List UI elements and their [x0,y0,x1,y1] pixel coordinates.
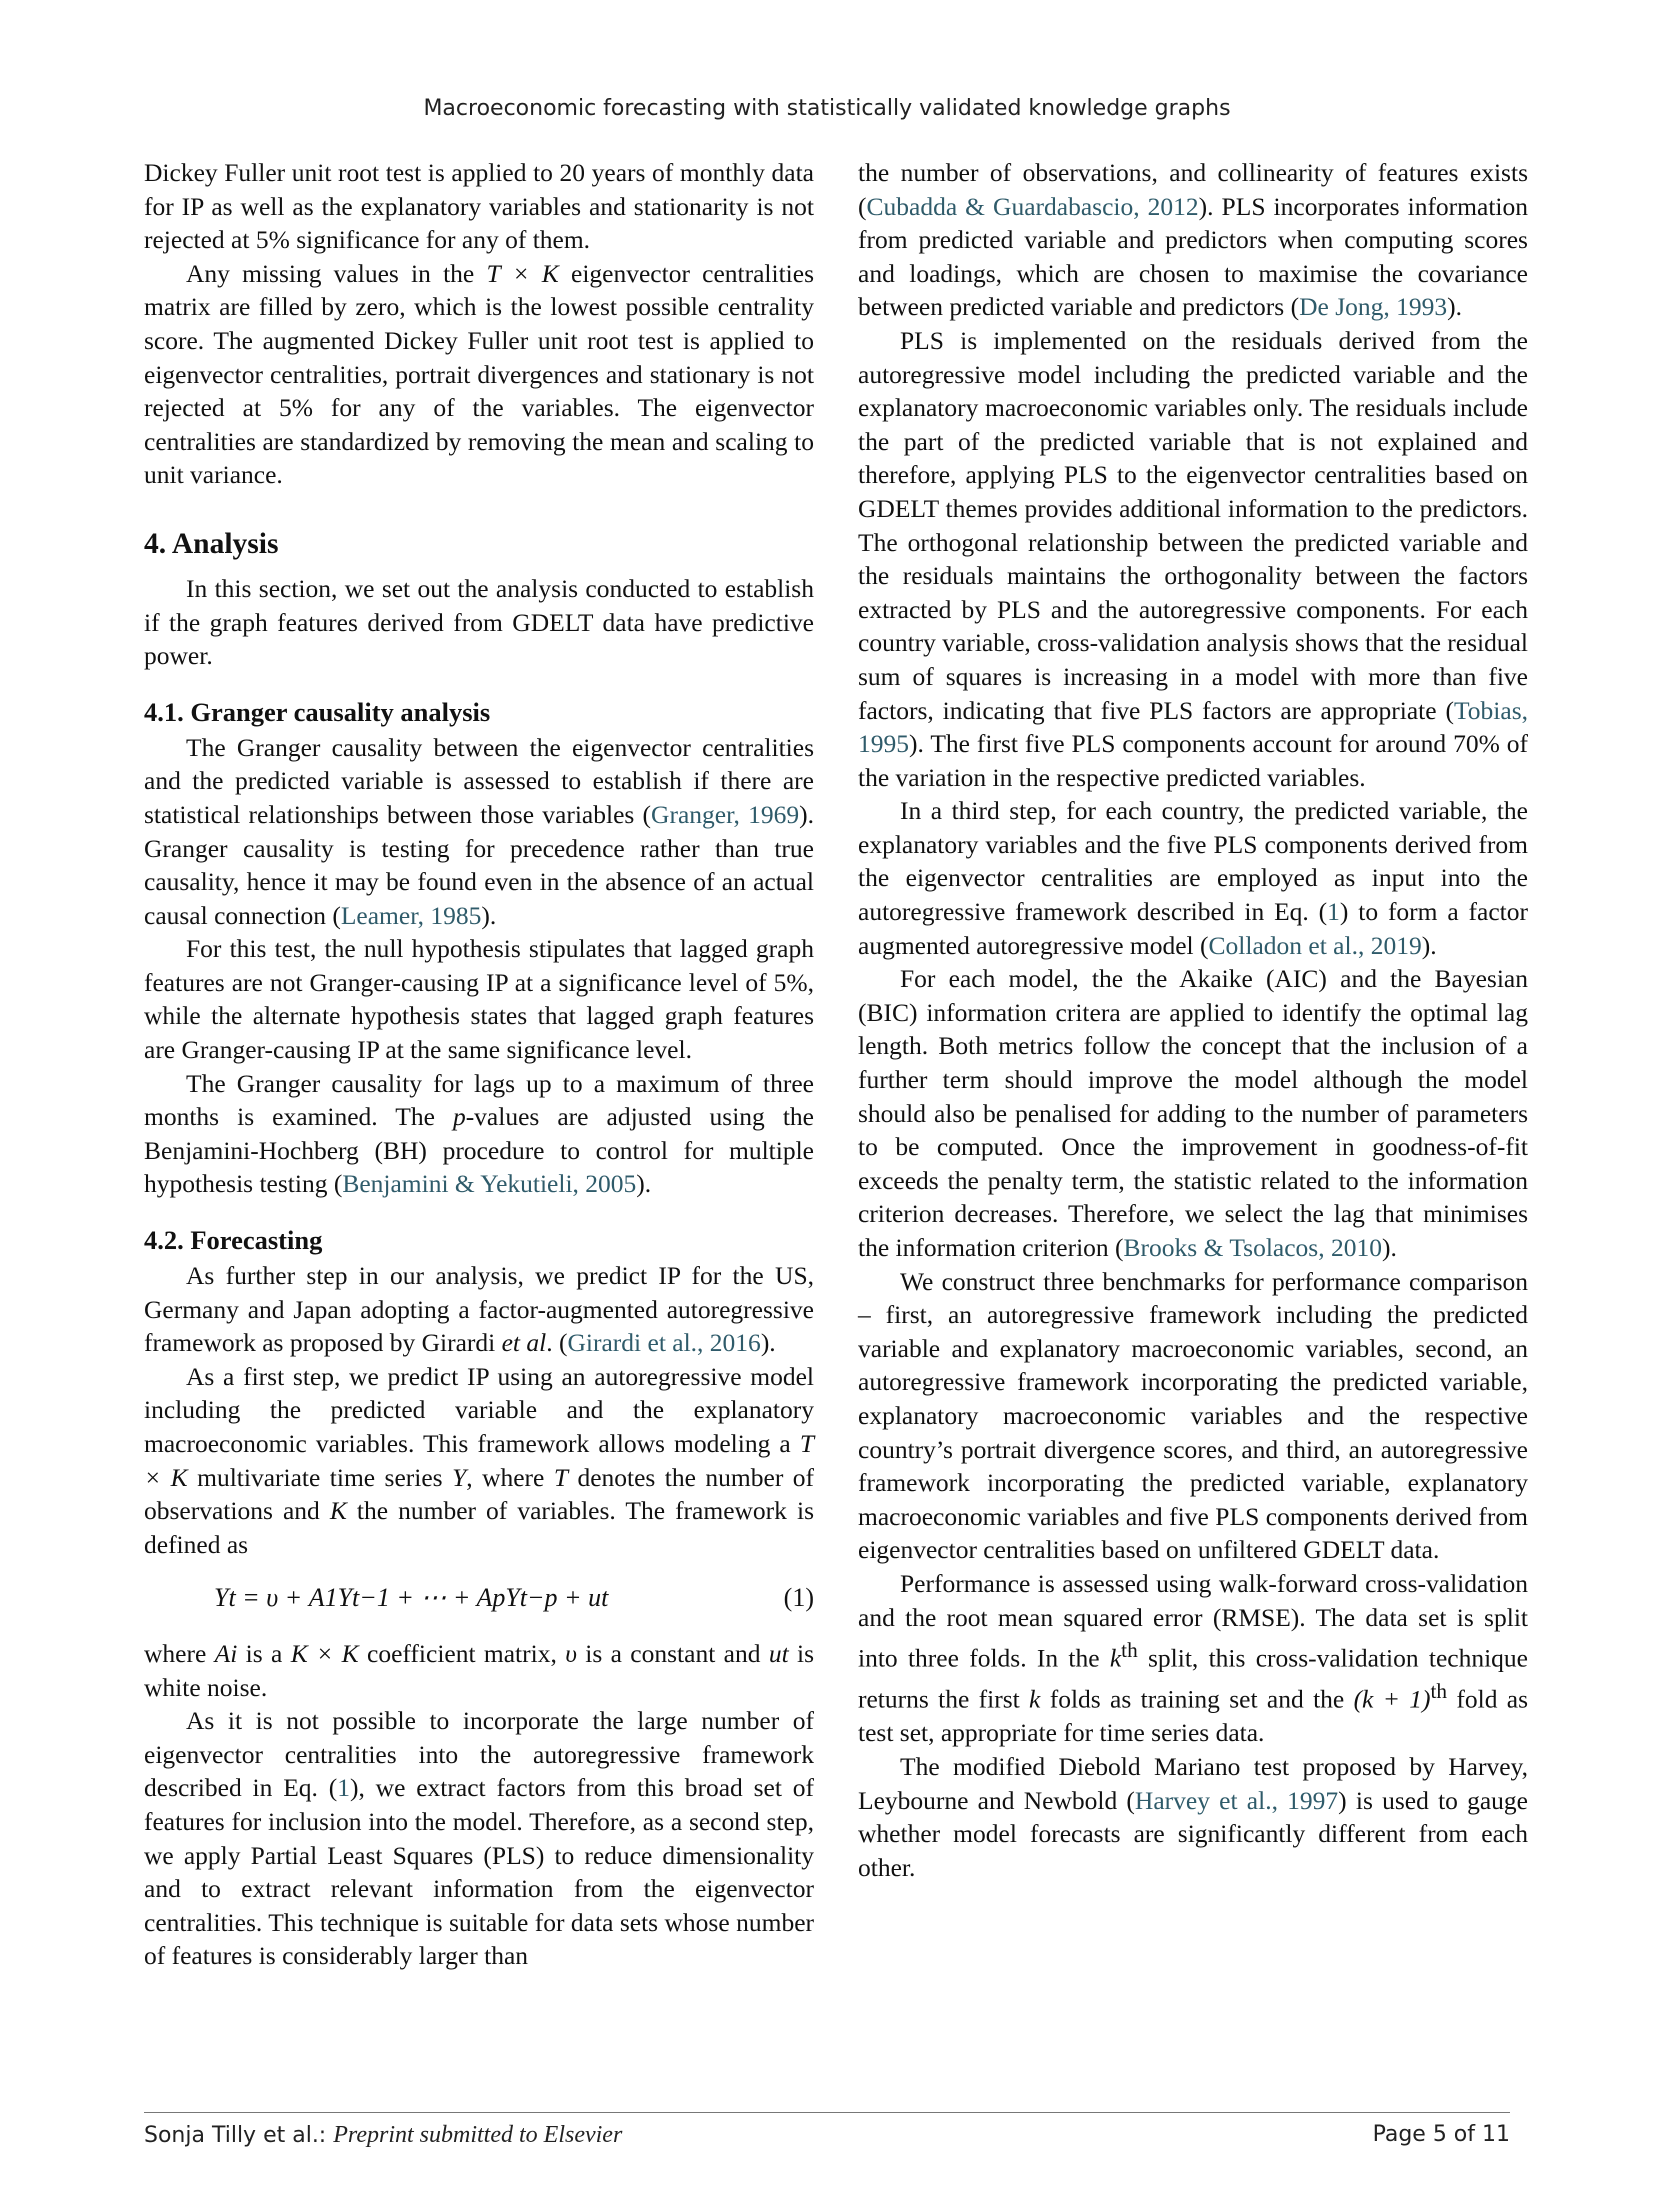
right-column [858,156,1528,1884]
paragraph: the number of observations, and collinearity of features exists (Cubadda & Guardabascio, 2012). PLS incorporates information from predicted variable and predictors when computing scores and loadings, which are chosen to maximise the covariance between predicted variable and predictors (De Jong, 1993). [858,158,1528,322]
paragraph: where Ai is a K × K coefficient matrix, υ is a constant and ut is white noise. [144,1638,815,1702]
citation-link[interactable]: Colladon et al., 2019 [1208,930,1422,960]
citation-link[interactable]: Cubadda & Guardabascio, 2012 [866,191,1199,221]
citation-link[interactable]: Girardi et al., 2016 [567,1328,761,1358]
footer-divider [144,2112,1510,2113]
paragraph: As it is not possible to incorporate the large number of eigenvector centralities into the autoregressive framework described in Eq. (1), we extract factors from this broad set of features for inclusion into the model. Therefore, as a second step, we apply Partial Least Squares (PLS) to reduce dimensionality and to extract relevant information from the eigenvector centralities. This technique is suitable for data sets whose number of features is considerably larger than [144,1706,815,1971]
paragraph: As a first step, we predict IP using an autoregressive model including the predicted variable and the explanatory macroeconomic variables. This framework allows modeling a T × K multivariate time series Y, where T denotes the number of observations and K the number of variables. The framework is defined as [144,1361,815,1559]
citation-link[interactable]: Benjamini & Yekutieli, 2005 [342,1169,637,1199]
paragraph: In a third step, for each country, the predicted variable, the explanatory variables and the five PLS components derived from the eigenvector centralities are employed as input into the autoregressive framework described in Eq. (1) to form a factor augmented autoregressive model (Colladon et al., 2019). [858,796,1528,960]
paragraph: Performance is assessed using walk-forward cross-validation and the root mean squared error (RMSE). The data set is split into three folds. In the $k^{th}$ split, this cross-validation technique returns the first k folds as training set and the $(k + 1)^{th}$ fold as test set, appropriate for time series data. [858,1568,1529,1748]
paragraph: As further step in our analysis, we predict IP for the US, Germany and Japan adopting a factor-augmented autoregressive framework as proposed by Girardi et al. (Girardi et al., 2016). [144,1261,814,1358]
footer-authors: Sonja Tilly et al.: Preprint submitted to Elsevier [144,2122,623,2148]
paragraph: The Granger causality between the eigenvector centralities and the predicted variable is assessed to establish if there are statistical relationships between those variables (Granger, 1969). Granger causality is testing for precedence rather than true causality, hence it may be found even in the absence of an actual causal connection (Leamer, 1985). [144,732,815,930]
page-number: Page 5 of 11 [1372,2122,1510,2147]
citation-link[interactable]: De Jong, 1993 [1299,292,1448,322]
paragraph: We construct three benchmarks for performance comparison – first, an autoregressive framework including the predicted variable and explanatory macroeconomic variables, second, an autoregressive framework incorporating the predicted variable, explanatory macroeconomic variables and the respective country’s portrait divergence scores, and third, an autoregressive framework incorporating the predicted variable, explanatory macroeconomic variables and five PLS components derived from eigenvector centralities based on unfiltered GDELT data. [858,1266,1528,1565]
running-header: Macroeconomic forecasting with statistically validated knowledge graphs [423,96,1231,121]
subsection-heading: 4.1. Granger causality analysis [144,696,491,727]
paragraph: The Granger causality for lags up to a maximum of three months is examined. The p-values are adjusted using the Benjamini-Hochberg (BH) procedure to control for multiple hypothesis testing (Benjamini & Yekutieli, 2005). [144,1068,814,1199]
paragraph: For this test, the null hypothesis stipulates that lagged graph features are not Granger-causing IP at a significance level of 5%, while the alternate hypothesis states that lagged graph features are Granger-causing IP at the same significance level. [144,934,814,1065]
footer-journal: Preprint submitted to Elsevier [333,2122,623,2148]
equation-body: Yt = υ + A1Yt−1 + ⋯ + ApYt−p + ut [214,1583,609,1613]
citation-link[interactable]: Granger, 1969 [651,799,800,829]
equation-ref-link[interactable]: 1 [337,1773,350,1803]
paragraph: PLS is implemented on the residuals derived from the autoregressive model including the predicted variable and the explanatory macroeconomic variables only. The residuals include the part of the predicted variable that is not explained and therefore, applying PLS to the eigenvector centralities based on GDELT themes provides additional information to the predictors. The orthogonal relationship between the predicted variable and the residuals maintains the orthogonality between the factors extracted by PLS and the autoregressive components. For each country variable, cross-validation analysis shows that the residual sum of squares is increasing in a model with more than five factors, indicating that five PLS factors are appropriate (Tobias, 1995). The first five PLS components account for around 70% of the variation in the respective predicted variables. [858,325,1528,792]
equation-ref-link[interactable]: 1 [1327,897,1340,927]
citation-link[interactable]: Tobias, 1995 [858,695,1528,759]
equation [144,1581,814,1615]
citation-link[interactable]: Leamer, 1985 [340,900,482,930]
paragraph: The modified Diebold Mariano test proposed by Harvey, Leybourne and Newbold (Harvey et al., 1997) is used to gauge whether model forecasts are significantly different from each other. [858,1751,1529,1882]
left-column [144,156,814,1973]
section-heading: 4. Analysis [144,527,279,560]
paragraph: Dickey Fuller unit root test is applied to 20 years of monthly data for IP as well as the explanatory variables and stationarity is not rejected at 5% significance for any of them. [144,158,814,255]
paragraph: In this section, we set out the analysis conducted to establish if the graph features derived from GDELT data have predictive power. [144,573,814,671]
citation-link[interactable]: Harvey et al., 1997 [1134,1785,1339,1815]
subsection-heading: 4.2. Forecasting [144,1225,323,1256]
paragraph: Any missing values in the T × K eigenvector centralities matrix are filled by zero, which is the lowest possible centrality score. The augmented Dickey Fuller unit root test is applied to eigenvector centralities, portrait divergences and stationary is not rejected at 5% for any of the variables. The eigenvector centralities are standardized by removing the mean and scaling to unit variance. [144,258,815,490]
math-inline: T × K [486,258,559,288]
citation-link[interactable]: Brooks & Tsolacos, 2010 [1123,1233,1382,1262]
paragraph: For each model, the the Akaike (AIC) and the Bayesian (BIC) information critera are applied to identify the optimal lag length. Both metrics follow the concept that the inclusion of a further term should improve the model although the model should also be penalised for adding to the number of parameters to be computed. Once the improvement in goodness-of-fit exceeds the penalty term, the statistic related to the information criterion decreases. Therefore, we select the lag that minimises the information criterion (Brooks & Tsolacos, 2010). [858,964,1528,1262]
equation-number: (1) [783,1583,814,1613]
